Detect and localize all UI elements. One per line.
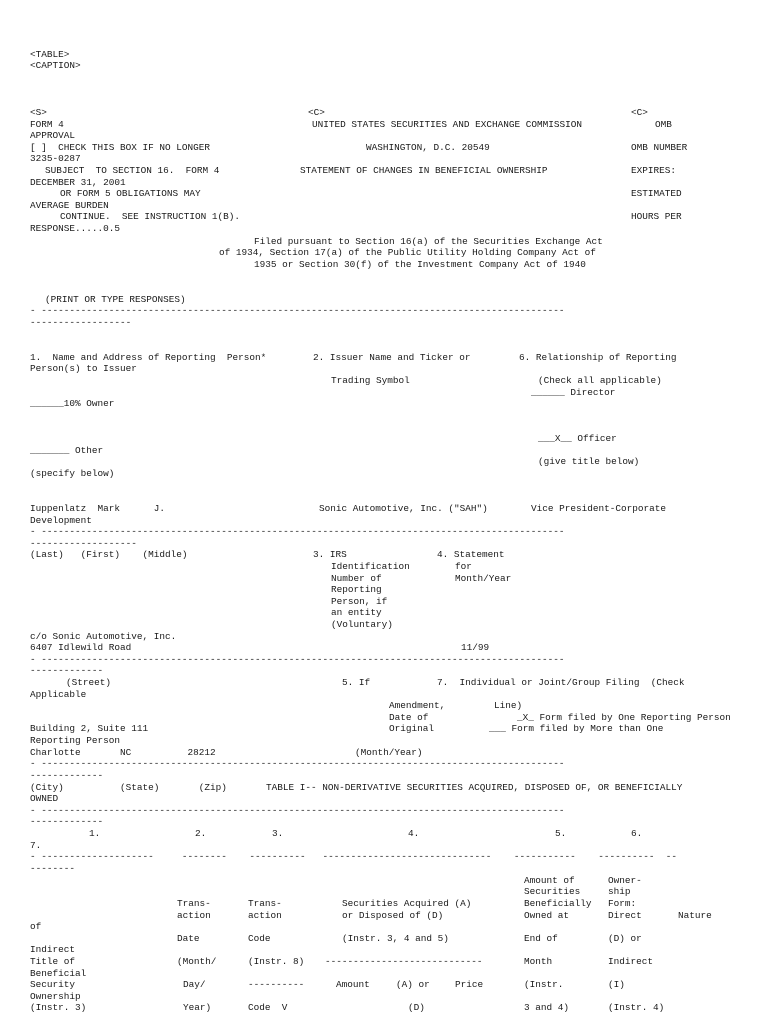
field-label: 2. Issuer Name and Ticker or (313, 352, 471, 363)
omb-number-value: 3235-0287 (30, 153, 81, 164)
expires-label: EXPIRES: (631, 165, 677, 176)
separator-line: - --------------------------------------------------------------------------------------------- (30, 654, 565, 665)
column-header: Year) (183, 1002, 212, 1013)
column-header: End of (524, 933, 558, 944)
column-tag-c: <C> (631, 107, 648, 118)
separator-line: ------------- (30, 665, 104, 676)
column-header: 3 and 4) (524, 1002, 570, 1013)
separator-line: ------------------ (30, 317, 132, 328)
filing-option: _X_ Form filed by One Reporting Person (517, 712, 731, 723)
field-label: 1. Name and Address of Reporting Person* (30, 352, 267, 363)
filing-basis-line: 1935 or Section 30(f) of the Investment Company Act of 1940 (254, 259, 586, 270)
field-label: Month/Year (455, 573, 512, 584)
column-number: 5. (555, 828, 567, 839)
column-header: Beneficial (30, 968, 87, 979)
column-header: action (248, 910, 282, 921)
column-header: (A) or (396, 979, 430, 990)
separator-line: - --------------------------------------------------------------------------------------------- (30, 526, 565, 537)
field-label: Original (389, 723, 435, 734)
omb-number-label: OMB NUMBER (631, 142, 688, 153)
column-header: Month (524, 956, 553, 967)
separator-line: ---------- (248, 979, 305, 990)
field-label: Date of (389, 712, 429, 723)
expires-value: DECEMBER 31, 2001 (30, 177, 126, 188)
address-line: c/o Sonic Automotive, Inc. (30, 631, 177, 642)
reporting-person-name: Iuppenlatz Mark J. (30, 503, 166, 514)
column-header: (Instr. 3, 4 and 5) (342, 933, 449, 944)
field-label: Number of (331, 573, 382, 584)
separator-line: - --------------------------------------------------------------------------------------------- (30, 805, 565, 816)
estimated-label: ESTIMATED (631, 188, 682, 199)
separator-line: ---------------------------- (325, 956, 483, 967)
statement-month-year: 11/99 (461, 642, 490, 653)
column-header: Indirect (30, 944, 76, 955)
column-header: or Disposed of (D) (342, 910, 444, 921)
column-header: Code (248, 933, 271, 944)
field-label: an entity (331, 607, 382, 618)
column-header: Amount (336, 979, 370, 990)
field-label: (Last) (First) (Middle) (30, 549, 188, 560)
column-number: 3. (272, 828, 284, 839)
field-label: Line) (494, 700, 523, 711)
column-header: action (177, 910, 211, 921)
field-label: (Month/Year) (355, 747, 423, 758)
column-header: Nature (678, 910, 712, 921)
instruction-line: CONTINUE. SEE INSTRUCTION 1(B). (60, 211, 241, 222)
column-number: 7. (30, 840, 42, 851)
filing-option: ___ Form filed by More than One (489, 723, 664, 734)
column-number: 1. (89, 828, 101, 839)
column-header: Price (455, 979, 484, 990)
separator-line: ------------- (30, 816, 104, 827)
relationship-option: _______ Other (30, 445, 104, 456)
instruction-line: OR FORM 5 OBLIGATIONS MAY (60, 188, 201, 199)
column-header: Owner- (608, 875, 642, 886)
column-header: Date (177, 933, 200, 944)
table-title: TABLE I-- NON-DERIVATIVE SECURITIES ACQUIRED, DISPOSED OF, OR BENEFICIALLY (266, 782, 683, 793)
instruction-line: SUBJECT TO SECTION 16. FORM 4 (45, 165, 220, 176)
average-burden-label: AVERAGE BURDEN (30, 200, 109, 211)
separator-line: -------- (30, 863, 76, 874)
field-label: (give title below) (538, 456, 640, 467)
column-header: Day/ (183, 979, 206, 990)
field-label: 7. Individual or Joint/Group Filing (Check (437, 677, 685, 688)
form-number: FORM 4 (30, 119, 64, 130)
filing-option: Reporting Person (30, 735, 121, 746)
field-label: 3. IRS (313, 549, 347, 560)
field-label: 4. Statement (437, 549, 505, 560)
address-line: 6407 Idlewild Road (30, 642, 132, 653)
column-header: Security (30, 979, 76, 990)
column-header: (Instr. (524, 979, 564, 990)
column-header: Amount of (524, 875, 575, 886)
relationship-option: ___X__ Officer (538, 433, 617, 444)
column-header: Securities Acquired (A) (342, 898, 472, 909)
column-number: 2. (195, 828, 207, 839)
officer-title: Development (30, 515, 92, 526)
separator-line: - --------------------------------------------------------------------------------------------- (30, 305, 565, 316)
column-header: Form: (608, 898, 637, 909)
column-header: (D) or (608, 933, 642, 944)
column-header: of (30, 921, 42, 932)
statement-title: STATEMENT OF CHANGES IN BENEFICIAL OWNERSHIP (300, 165, 548, 176)
column-header: (Instr. 4) (608, 1002, 665, 1013)
response-value: RESPONSE.....0.5 (30, 223, 121, 234)
field-label: (Voluntary) (331, 619, 393, 630)
field-label: (Check all applicable) (538, 375, 662, 386)
column-header: (D) (408, 1002, 425, 1013)
table-title: OWNED (30, 793, 59, 804)
table-tag: <TABLE> (30, 49, 70, 60)
omb-approval-label: APPROVAL (30, 130, 76, 141)
separator-line: ------------- (30, 770, 104, 781)
address-line: Building 2, Suite 111 (30, 723, 149, 734)
column-header: (Month/ (177, 956, 217, 967)
issuer-name: Sonic Automotive, Inc. ("SAH") (319, 503, 488, 514)
field-label: Applicable (30, 689, 87, 700)
column-header: Indirect (608, 956, 654, 967)
column-header: Trans- (177, 898, 211, 909)
column-header: Beneficially (524, 898, 592, 909)
address-line: Charlotte NC 28212 (30, 747, 216, 758)
field-label: Person, if (331, 596, 388, 607)
column-header: Direct (608, 910, 642, 921)
field-label: 6. Relationship of Reporting (519, 352, 677, 363)
column-header: Ownership (30, 991, 81, 1002)
relationship-option: ______ Director (531, 387, 616, 398)
filing-basis-line: of 1934, Section 17(a) of the Public Utility Holding Company Act of (219, 247, 596, 258)
field-label: 5. If (342, 677, 371, 688)
field-label: (Street) (66, 677, 112, 688)
column-number: 4. (408, 828, 420, 839)
field-label: Trading Symbol (331, 375, 410, 386)
column-tag-s: <S> (30, 107, 47, 118)
hours-per-label: HOURS PER (631, 211, 682, 222)
field-label: Person(s) to Issuer (30, 363, 137, 374)
column-header: Securities (524, 886, 581, 897)
field-label: (specify below) (30, 468, 115, 479)
agency-address: WASHINGTON, D.C. 20549 (366, 142, 490, 153)
column-header: Owned at (524, 910, 570, 921)
relationship-option: ______10% Owner (30, 398, 115, 409)
field-label: Reporting (331, 584, 382, 595)
print-instruction: (PRINT OR TYPE RESPONSES) (45, 294, 186, 305)
separator-line: - --------------------------------------------------------------------------------------------- (30, 758, 565, 769)
field-label: for (455, 561, 472, 572)
no-longer-subject-checkbox: [ ] CHECK THIS BOX IF NO LONGER (30, 142, 211, 153)
column-header: Code V (248, 1002, 288, 1013)
separator-line: - -------------------- -------- ---------- ------------------------------ ----------- ---------- -- (30, 851, 677, 862)
column-header: Trans- (248, 898, 282, 909)
field-label: Amendment, (389, 700, 446, 711)
field-label: Identification (331, 561, 410, 572)
column-header: ship (608, 886, 631, 897)
separator-line: ------------------- (30, 538, 137, 549)
column-header: (Instr. 8) (248, 956, 305, 967)
filing-basis-line: Filed pursuant to Section 16(a) of the Securities Exchange Act (254, 236, 603, 247)
omb-label: OMB (655, 119, 672, 130)
column-header: (Instr. 3) (30, 1002, 87, 1013)
officer-title: Vice President-Corporate (531, 503, 667, 514)
field-label: (City) (State) (Zip) (30, 782, 227, 793)
column-header: (I) (608, 979, 625, 990)
column-tag-c: <C> (308, 107, 325, 118)
caption-tag: <CAPTION> (30, 60, 81, 71)
column-number: 6. (631, 828, 643, 839)
agency-name: UNITED STATES SECURITIES AND EXCHANGE COMMISSION (312, 119, 583, 130)
column-header: Title of (30, 956, 76, 967)
